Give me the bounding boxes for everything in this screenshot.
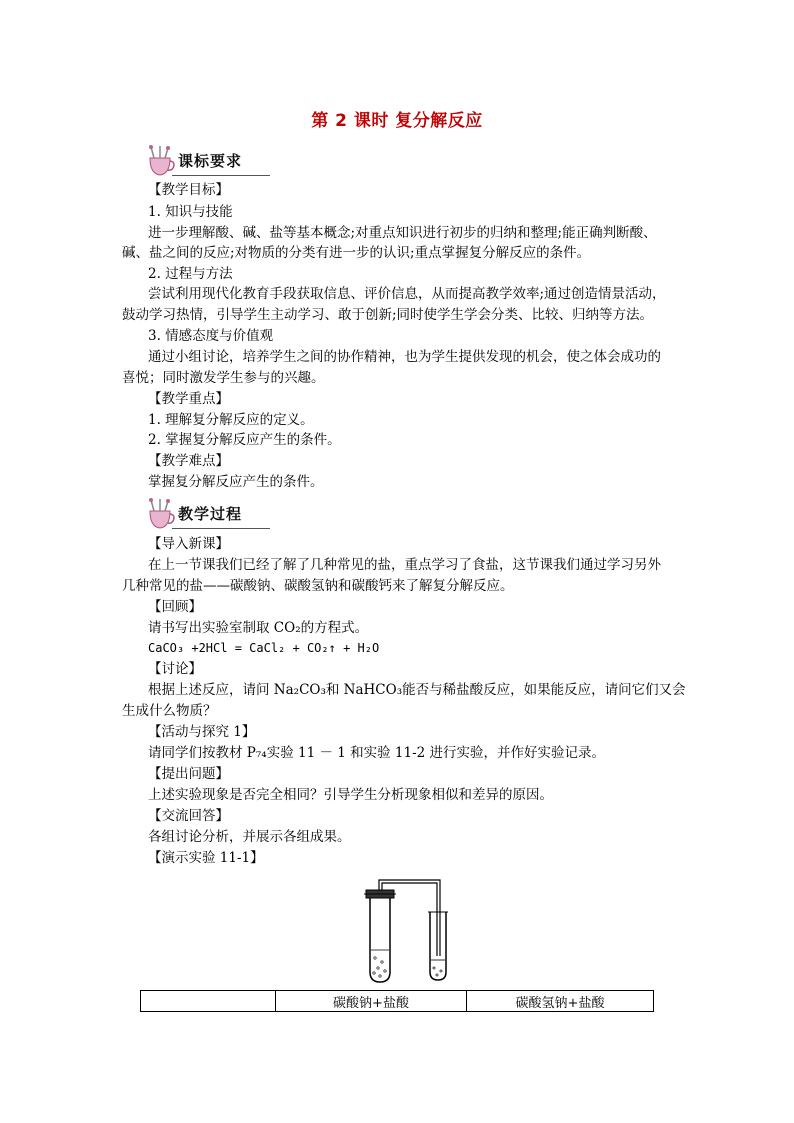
goals-item-3: 3. 情感态度与价值观 <box>148 328 274 344</box>
difficult-text: 掌握复分解反应产生的条件。 <box>148 474 324 490</box>
discuss-heading: 【讨论】 <box>148 661 202 677</box>
table-header-cell: 碳酸氢钠+盐酸 <box>467 991 654 1012</box>
activity-text: 请同学们按教材 P₇₄实验 11 － 1 和实验 11-2 进行实验，并作好实验记录。 <box>148 745 606 761</box>
experiment-table <box>140 990 654 1012</box>
table-header-cell <box>141 991 276 1012</box>
answer-text: 各组讨论分析，并展示各组成果。 <box>148 829 351 845</box>
intro-text-a: 在上一节课我们已经了解了几种常见的盐，重点学习了食盐，这节课我们通过学习另外 <box>148 557 661 573</box>
goals-heading: 【教学目标】 <box>148 182 229 198</box>
question-text: 上述实验现象是否完全相同？引导学生分析现象相似和差异的原因。 <box>148 787 553 803</box>
key-point-1: 1. 理解复分解反应的定义。 <box>148 412 314 428</box>
curriculum-banner <box>142 144 270 178</box>
process-banner <box>142 497 270 531</box>
activity-heading: 【活动与探究 1】 <box>148 724 256 740</box>
answer-heading: 【交流回答】 <box>148 808 229 824</box>
banner-rule <box>172 528 270 529</box>
goals-item-3-text-a: 通过小组讨论，培养学生之间的协作精神，也为学生提供发现的机会，使之体会成功的 <box>148 349 661 365</box>
banner-label: 课标要求 <box>178 152 243 170</box>
difficult-heading: 【教学难点】 <box>148 453 229 469</box>
goals-item-1: 1. 知识与技能 <box>148 204 233 220</box>
goals-item-1-text-a: 进一步理解酸、碱、盐等基本概念;对重点知识进行初步的归纳和整理;能正确判断酸、 <box>148 225 657 241</box>
banner-rule <box>172 175 270 176</box>
intro-text-b: 几种常见的盐——碳酸钠、碳酸氢钠和碳酸钙来了解复分解反应。 <box>122 578 514 594</box>
goals-item-2-text-b: 鼓动学习热情，引导学生主动学习、敢于创新;同时使学生学会分类、比较、归纳等方法。 <box>122 307 654 323</box>
intro-heading: 【导入新课】 <box>148 536 229 552</box>
discuss-text-a: 根据上述反应，请问 Na₂CO₃和 NaHCO₃能否与稀盐酸反应，如果能反应，请问它们又会 <box>148 682 686 698</box>
banner-label: 教学过程 <box>178 505 243 523</box>
key-point-2: 2. 掌握复分解反应产生的条件。 <box>148 432 341 448</box>
goals-item-1-text-b: 碱、盐之间的反应;对物质的分类有进一步的认识;重点掌握复分解反应的条件。 <box>122 245 591 261</box>
demo-heading: 【演示实验 11-1】 <box>148 850 264 866</box>
cup-icon <box>142 497 178 531</box>
table-header-cell: 碳酸钠+盐酸 <box>276 991 467 1012</box>
discuss-text-b: 生成什么物质？ <box>122 703 217 719</box>
question-heading: 【提出问题】 <box>148 766 229 782</box>
review-text: 请书写出实验室制取 CO₂的方程式。 <box>148 620 369 636</box>
test-tube-apparatus-figure <box>360 876 460 986</box>
goals-item-3-text-b: 喜悦；同时激发学生参与的兴趣。 <box>122 370 325 386</box>
goals-item-2: 2. 过程与方法 <box>148 266 233 282</box>
key-points-heading: 【教学重点】 <box>148 391 229 407</box>
goals-item-2-text-a: 尝试利用现代化教育手段获取信息、评价信息，从而提高教学效率;通过创造情景活动， <box>148 286 666 302</box>
lesson-title: 第 2 课时 复分解反应 <box>311 111 483 131</box>
cup-icon <box>142 144 178 178</box>
table-row <box>141 991 654 1012</box>
equation: CaCO₃ +2HCl = CaCl₂ + CO₂↑ + H₂O <box>148 641 380 655</box>
review-heading: 【回顾】 <box>148 599 202 615</box>
